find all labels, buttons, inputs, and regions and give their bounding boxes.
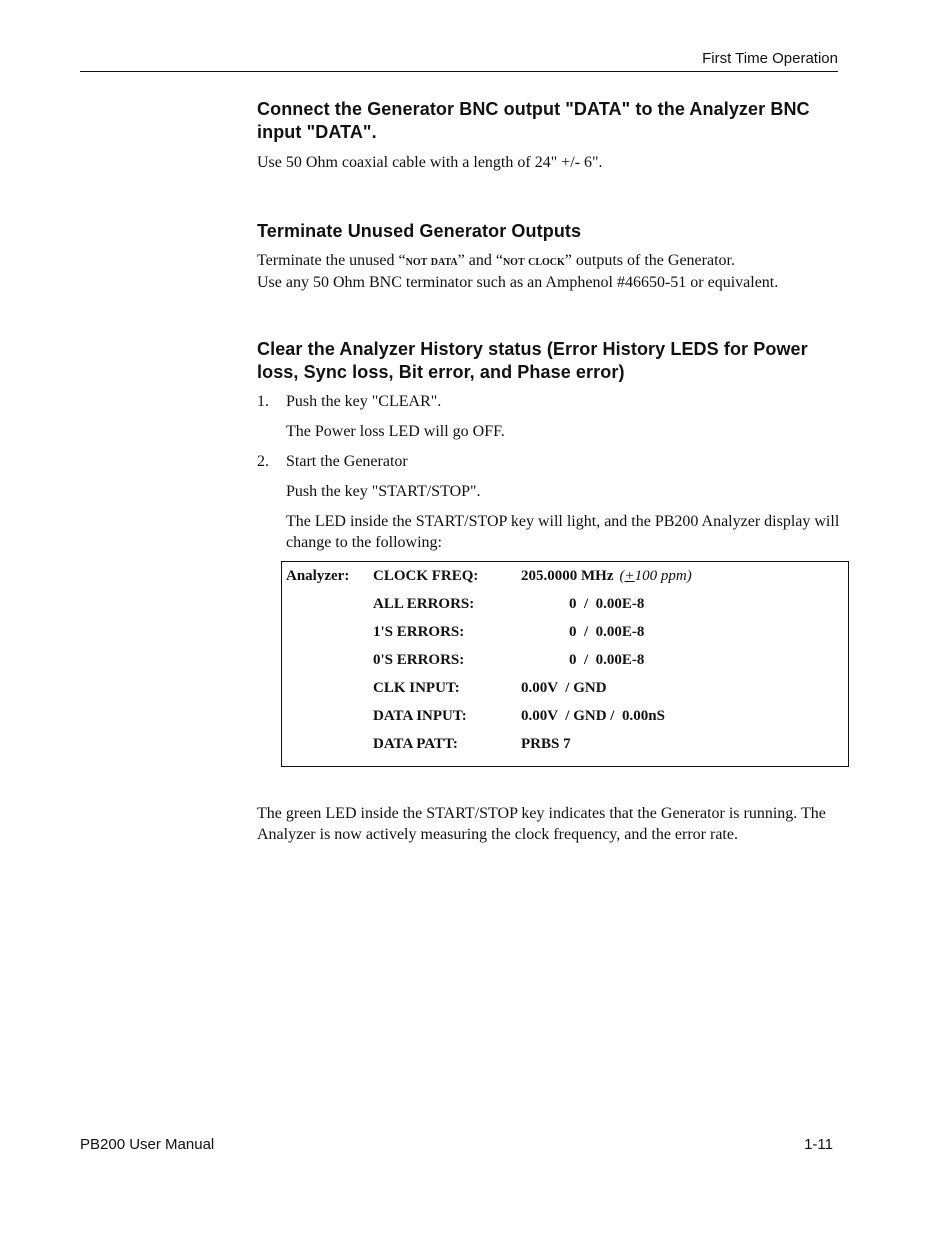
display-label: DATA PATT: <box>373 736 458 752</box>
display-value: 0 / 0.00E-8 <box>569 624 645 640</box>
display-head: Analyzer: <box>286 568 350 584</box>
step-item <box>257 391 847 442</box>
display-value: 0 / 0.00E-8 <box>569 652 645 668</box>
not-data-label: not data <box>405 254 458 269</box>
step-text: Push the key "CLEAR". <box>286 393 442 410</box>
display-label: CLOCK FREQ: <box>373 568 479 584</box>
display-label: CLK INPUT: <box>373 680 460 696</box>
footer-page-number: 1-11 <box>804 1136 833 1153</box>
step-list <box>257 391 847 553</box>
clock-tolerance <box>619 568 691 584</box>
analyzer-display-box <box>281 561 849 767</box>
section-heading: Connect the Generator BNC output "DATA" to the Analyzer BNC input "DATA". <box>257 99 810 142</box>
display-row <box>286 706 848 734</box>
header-rule <box>80 71 838 72</box>
section-body <box>257 250 847 272</box>
display-row <box>286 566 848 594</box>
footer-manual-title: PB200 User Manual <box>80 1136 215 1153</box>
step-text: Start the Generator <box>286 453 408 470</box>
step-detail: The Power loss LED will go OFF. <box>286 423 505 440</box>
tolerance-open: ( <box>619 568 625 584</box>
section-clear-history <box>257 338 847 845</box>
display-label: 0'S ERRORS: <box>373 652 465 668</box>
section-terminate-outputs <box>257 220 847 293</box>
running-header: First Time Operation <box>702 50 838 67</box>
display-label: 1'S ERRORS: <box>373 624 465 640</box>
display-row <box>286 594 848 622</box>
clock-freq-value: 205.0000 MHz <box>521 568 614 584</box>
page-content <box>257 98 847 845</box>
section-heading: Clear the Analyzer History status (Error History LEDS for Power loss, Sync loss, Bit error, and Phase error) <box>257 339 808 382</box>
not-clock-label: not clock <box>502 254 565 269</box>
step-detail: Push the key "START/STOP". <box>286 483 481 500</box>
display-value: 0.00V / GND / 0.00nS <box>521 708 665 724</box>
display-label: DATA INPUT: <box>373 708 467 724</box>
section-body: Use any 50 Ohm BNC terminator such as an Amphenol #46650-51 or equivalent. <box>257 274 779 291</box>
section-heading: Terminate Unused Generator Outputs <box>257 221 582 241</box>
section-body: Use 50 Ohm coaxial cable with a length of 24" +/- 6". <box>257 154 603 171</box>
plus-minus: + <box>624 568 635 584</box>
display-label: ALL ERRORS: <box>373 596 475 612</box>
body-text: Terminate the unused “ <box>257 252 406 269</box>
tolerance-rest: 100 ppm) <box>634 568 692 584</box>
step-number: 1. <box>257 393 269 410</box>
step-detail: The LED inside the START/STOP key will light, and the PB200 Analyzer display will change to the following: <box>286 513 840 551</box>
body-text: ” and “ <box>457 252 503 269</box>
section-connect-bnc <box>257 98 847 173</box>
body-text: ” outputs of the Generator. <box>564 252 735 269</box>
display-value <box>521 566 841 594</box>
step-number: 2. <box>257 453 269 470</box>
closing-paragraph: The green LED inside the START/STOP key indicates that the Generator is running. The Analyzer is now actively measuring the clock frequency, and the error rate. <box>257 805 826 843</box>
display-value: 0.00V / GND <box>521 680 607 696</box>
display-row <box>286 622 848 650</box>
display-row <box>286 678 848 706</box>
display-value: 0 / 0.00E-8 <box>569 596 645 612</box>
display-row <box>286 650 848 678</box>
display-value: PRBS 7 <box>521 736 571 752</box>
display-row <box>286 734 848 762</box>
step-item <box>257 451 847 553</box>
